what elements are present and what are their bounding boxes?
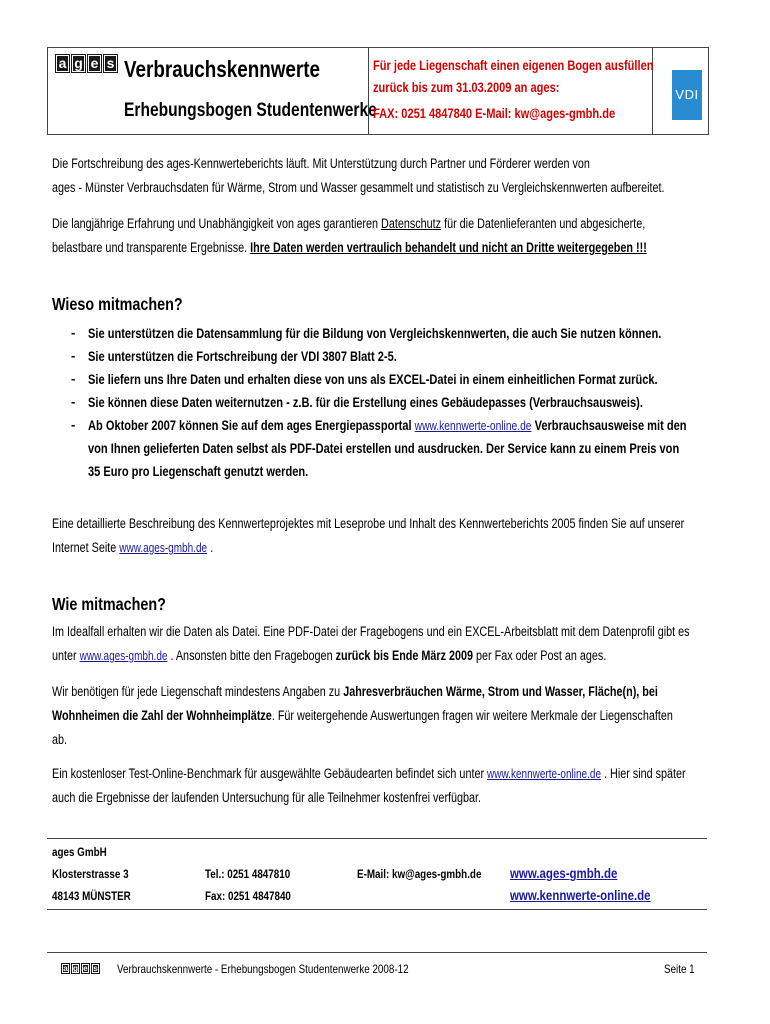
- body-text: Ein kostenloser Test-Online-Benchmark für ausgewählte Gebäudearten befindet sich unter www.kennwerte-online.de . Hier sind später: [52, 766, 686, 781]
- address-city: 48143 MÜNSTER: [52, 889, 131, 903]
- body-text: unter www.ages-gmbh.de . Ansonsten bitte den Fragebogen zurück bis Ende März 2009 per Fax oder Post an ages.: [52, 648, 607, 663]
- notice-line: Für jede Liegenschaft einen eigenen Bogen ausfüllen: [373, 58, 654, 73]
- bullet-dash: -: [71, 371, 76, 386]
- privacy-statement: Ihre Daten werden vertraulich behandelt und nicht an Dritte weitergegeben !!!: [250, 240, 647, 255]
- body-text: ab.: [52, 732, 68, 747]
- ages-logo: [55, 54, 118, 73]
- footer-divider: [47, 952, 707, 953]
- fax-number: Fax: 0251 4847840: [205, 889, 291, 903]
- logo-letter: e: [87, 54, 102, 73]
- datenschutz-link[interactable]: Datenschutz: [381, 216, 442, 231]
- notice-line: zurück bis zum 31.03.2009 an ages:: [373, 80, 560, 95]
- list-item: Sie unterstützen die Fortschreibung der VDI 3807 Blatt 2-5.: [88, 349, 397, 364]
- bullet-dash: -: [71, 348, 76, 363]
- list-item: Sie unterstützen die Datensammlung für die Bildung von Vergleichskennwerten, die auch Sie nutzen können.: [88, 326, 662, 341]
- bullet-dash: -: [71, 325, 76, 340]
- intro-text: ages - Münster Verbrauchsdaten für Wärme, Strom und Wasser gesammelt und statistisch zu Vergleichskennwerten aufbereitet.: [52, 180, 665, 195]
- body-text: Wir benötigen für jede Liegenschaft mindestens Angaben zu Jahresverbräuchen Wärme, Strom und Wasser, Fläche(n), bei: [52, 684, 658, 699]
- list-item: Sie liefern uns Ihre Daten und erhalten diese von uns als EXCEL-Datei in einem einheitlichen Format zurück.: [88, 372, 658, 387]
- page-subtitle: Erhebungsbogen Studentenwerke: [124, 100, 377, 121]
- body-text: Wohnheimen die Zahl der Wohnheimplätze. Für weitergehende Auswertungen fragen wir weitere Merkmale der Liegenschaften: [52, 708, 673, 723]
- kennwerte-online-link[interactable]: www.kennwerte-online.de: [487, 767, 602, 781]
- bullet-dash: -: [71, 394, 76, 409]
- logo-letter: s: [91, 963, 100, 974]
- logo-letter: a: [55, 54, 70, 73]
- ages-website-link[interactable]: www.ages-gmbh.de: [79, 649, 168, 663]
- logo-letter: g: [71, 963, 80, 974]
- intro-text: Die Fortschreibung des ages-Kennwerteberichts läuft. Mit Unterstützung durch Partner und Förderer werden von: [52, 156, 590, 171]
- ages-website-link[interactable]: www.ages-gmbh.de: [510, 865, 618, 881]
- kennwerte-online-link[interactable]: www.kennwerte-online.de: [510, 887, 651, 903]
- body-text: auch die Ergebnisse der laufenden Untersuchung für alle Teilnehmer kostenfrei verfügbar.: [52, 790, 482, 805]
- kennwerte-online-link[interactable]: www.kennwerte-online.de: [414, 419, 532, 433]
- section-heading-wie: Wie mitmachen?: [52, 594, 166, 614]
- notice-line: FAX: 0251 4847840 E-Mail: kw@ages-gmbh.de: [373, 106, 616, 121]
- vdi-logo: VDI: [672, 70, 702, 120]
- body-text: Im Idealfall erhalten wir die Daten als Datei. Eine PDF-Datei der Fragebogens und ein EXCEL-Arbeitsblatt mit dem Datenprofil gibt es: [52, 624, 690, 639]
- list-item-continued: von Ihnen gelieferten Daten selbst als PDF-Datei erstellen und ausdrucken. Der Service kann zu einem Preis von: [88, 441, 680, 456]
- list-item: Ab Oktober 2007 können Sie auf dem ages Energiepassportal www.kennwerte-online.de Verbrauchsausweise mit den: [88, 418, 687, 433]
- page-title: Verbrauchskennwerte: [124, 56, 321, 82]
- bullet-dash: -: [71, 417, 76, 432]
- list-item-continued: 35 Euro pro Liegenschaft genutzt werden.: [88, 464, 309, 479]
- description-text: Eine detaillierte Beschreibung des Kennwerteprojektes mit Leseprobe und Inhalt des Kennwerteberichts 2005 finden Sie auf unserer: [52, 516, 685, 531]
- logo-letter: e: [81, 963, 90, 974]
- intro-text: Die langjährige Erfahrung und Unabhängigkeit von ages garantieren Datenschutz für die Datenlieferanten und abgesicherte,: [52, 216, 646, 231]
- logo-letter: s: [103, 54, 118, 73]
- ages-website-link[interactable]: www.ages-gmbh.de: [119, 541, 208, 555]
- company-name: ages GmbH: [52, 845, 107, 859]
- phone-number: Tel.: 0251 4847810: [205, 867, 291, 881]
- ages-logo-small: [61, 963, 100, 974]
- address-street: Klosterstrasse 3: [52, 867, 129, 881]
- list-item: Sie können diese Daten weiternutzen - z.B. für die Erstellung eines Gebäudepasses (Verbrauchsausweis).: [88, 395, 643, 410]
- page-number: Seite 1: [664, 962, 695, 976]
- footer-title: Verbrauchskennwerte - Erhebungsbogen Studentenwerke 2008-12: [117, 962, 409, 976]
- email-address: E-Mail: kw@ages-gmbh.de: [357, 867, 482, 881]
- section-heading-wieso: Wieso mitmachen?: [52, 294, 183, 314]
- logo-letter: a: [61, 963, 70, 974]
- logo-letter: g: [71, 54, 86, 73]
- description-text: Internet Seite www.ages-gmbh.de .: [52, 540, 214, 555]
- intro-text: belastbare und transparente Ergebnisse. Ihre Daten werden vertraulich behandelt und nicht an Dritte weitergegeben !!!: [52, 240, 647, 255]
